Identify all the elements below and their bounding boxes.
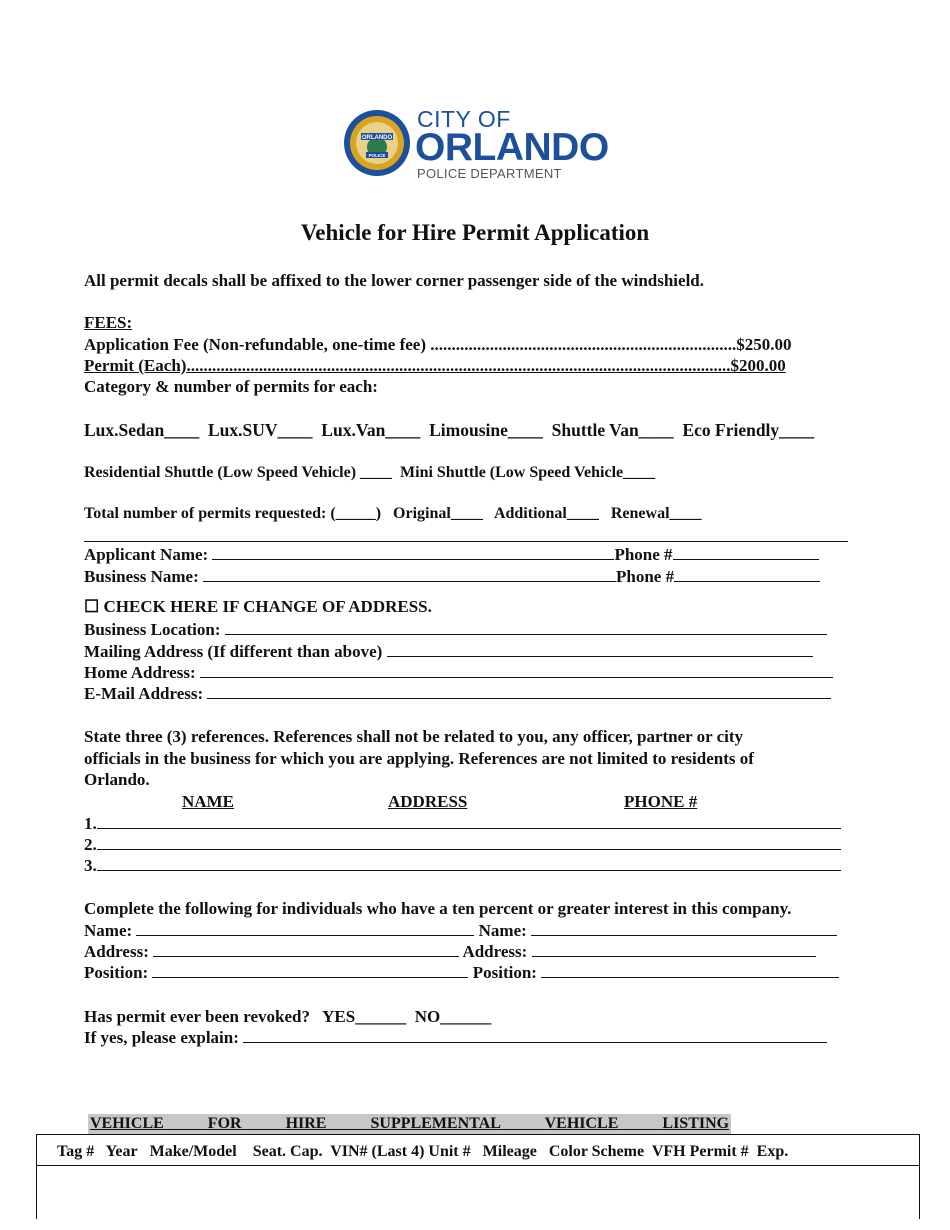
table-header xyxy=(37,1135,919,1166)
reference-row-2 xyxy=(84,834,841,855)
change-address-checkbox[interactable]: ☐ CHECK HERE IF CHANGE OF ADDRESS. xyxy=(84,597,432,616)
logo-line1: CITY OF xyxy=(417,106,511,132)
applicant-name-input[interactable] xyxy=(212,544,614,560)
col-exp: Exp. xyxy=(756,1143,789,1160)
seal-subtext: POLICE xyxy=(368,153,386,158)
banner-word: LISTING xyxy=(662,1115,730,1132)
interest-address-label-2: Address: xyxy=(462,942,528,961)
col-make-model: Make/Model xyxy=(149,1143,237,1160)
interest-name-input-1[interactable] xyxy=(136,920,474,936)
category-row-1 xyxy=(84,420,814,441)
banner-word: VEHICLE xyxy=(90,1115,164,1132)
business-phone-input[interactable] xyxy=(674,566,820,582)
decal-notice: All permit decals shall be affixed to the lower corner passenger side of the windshield. xyxy=(84,271,705,290)
permit-fee-label: Permit (Each) xyxy=(84,356,187,375)
col-seat-cap: Seat. Cap. xyxy=(252,1143,323,1160)
reference-input-3[interactable] xyxy=(97,855,841,871)
reference-row-1 xyxy=(84,813,841,834)
cat-lux-suv[interactable]: Lux.SUV____ xyxy=(208,420,313,440)
reference-input-1[interactable] xyxy=(97,813,841,829)
explain-row xyxy=(84,1027,827,1048)
banner-word: VEHICLE xyxy=(544,1115,619,1132)
explain-input[interactable] xyxy=(243,1027,827,1043)
interest-name-label-2: Name: xyxy=(478,921,527,940)
applicant-name-row xyxy=(84,544,819,565)
listing-banner xyxy=(88,1114,731,1134)
cat-shuttle-van[interactable]: Shuttle Van____ xyxy=(551,420,674,440)
reference-number: 2. xyxy=(84,835,97,854)
interest-address-row xyxy=(84,941,816,962)
reference-row-3 xyxy=(84,855,841,876)
col-vfh-permit: VFH Permit # xyxy=(651,1143,749,1160)
interest-name-input-2[interactable] xyxy=(531,920,837,936)
applicant-name-label: Applicant Name: xyxy=(84,545,209,564)
category-heading: Category & number of permits for each: xyxy=(84,377,378,396)
permit-fee-dots: ................................................................................................................................ xyxy=(186,356,731,375)
col-year: Year xyxy=(105,1143,138,1160)
original-field[interactable]: Original____ xyxy=(393,505,483,522)
interest-position-input-1[interactable] xyxy=(152,962,468,978)
application-fee-amount: $250.00 xyxy=(736,335,792,354)
page-title: Vehicle for Hire Permit Application xyxy=(300,220,650,245)
renewal-field[interactable]: Renewal____ xyxy=(610,505,702,522)
business-name-input[interactable] xyxy=(203,566,616,582)
applicant-phone-label: Phone # xyxy=(614,545,673,564)
revoked-row xyxy=(84,1006,491,1027)
interest-position-row xyxy=(84,962,839,983)
references-text-2: officials in the business for which you are applying. References are not limited to residents of xyxy=(84,749,754,768)
banner-word: FOR xyxy=(207,1115,242,1132)
business-name-label: Business Name: xyxy=(84,567,199,586)
interest-position-label-2: Position: xyxy=(472,963,537,982)
category-row-2 xyxy=(84,462,655,483)
interest-name-row xyxy=(84,920,837,941)
permit-fee-amount: $200.00 xyxy=(730,356,786,375)
col-vin: VIN# (Last 4) xyxy=(330,1143,425,1160)
mailing-address-label: Mailing Address (If different than above) xyxy=(84,642,383,661)
home-address-input[interactable] xyxy=(200,662,833,678)
references-text-1: State three (3) references. References shall not be related to you, any officer, partner or city xyxy=(84,727,744,746)
business-phone-label: Phone # xyxy=(616,567,675,586)
explain-label: If yes, please explain: xyxy=(84,1028,239,1047)
cat-mini-shuttle[interactable]: Mini Shuttle (Low Speed Vehicle____ xyxy=(400,464,656,481)
fees-heading: FEES: xyxy=(84,313,133,332)
email-row xyxy=(84,683,831,704)
business-location-input[interactable] xyxy=(225,619,827,635)
col-tag: Tag # xyxy=(57,1143,95,1160)
references-text-3: Orlando. xyxy=(84,770,150,789)
reference-number: 1. xyxy=(84,814,97,833)
interest-intro: Complete the following for individuals who have a ten percent or greater interest in this company. xyxy=(84,899,792,918)
interest-address-label-1: Address: xyxy=(84,942,149,961)
interest-address-input-2[interactable] xyxy=(532,941,816,957)
application-fee-dots: ........................................................................ xyxy=(430,335,737,354)
permit-fee-line xyxy=(84,355,864,376)
mailing-address-row xyxy=(84,641,813,662)
applicant-phone-input[interactable] xyxy=(673,544,819,560)
reference-input-2[interactable] xyxy=(97,834,841,850)
table-header-cells xyxy=(57,1141,788,1162)
banner-word: SUPPLEMENTAL xyxy=(370,1115,501,1132)
col-name-header: NAME xyxy=(182,792,234,811)
cat-residential-shuttle[interactable]: Residential Shuttle (Low Speed Vehicle) ____ xyxy=(84,464,393,481)
totals-row xyxy=(84,503,702,524)
application-fee-line xyxy=(84,334,792,355)
revoked-no-field[interactable]: NO______ xyxy=(414,1007,492,1026)
mailing-address-input[interactable] xyxy=(387,641,813,657)
col-address-header: ADDRESS xyxy=(388,792,468,811)
additional-field[interactable]: Additional____ xyxy=(493,505,599,522)
email-input[interactable] xyxy=(207,683,831,699)
logo-line2: ORLANDO xyxy=(415,126,609,169)
col-unit: Unit # xyxy=(428,1143,471,1160)
seal-text: ORLANDO xyxy=(361,135,393,141)
interest-position-label-1: Position: xyxy=(84,963,149,982)
banner-word: HIRE xyxy=(285,1115,327,1132)
home-address-row xyxy=(84,662,833,683)
business-location-row xyxy=(84,619,827,640)
interest-address-input-1[interactable] xyxy=(153,941,459,957)
divider xyxy=(84,541,848,542)
business-name-row xyxy=(84,566,820,587)
total-permits-field[interactable]: Total number of permits requested: (_____) xyxy=(84,505,382,522)
logo-line3: POLICE DEPARTMENT xyxy=(417,166,562,181)
vehicle-listing-table xyxy=(36,1134,920,1219)
application-fee-label: Application Fee (Non-refundable, one-time fee) xyxy=(84,335,431,354)
revoked-yes-field[interactable]: YES______ xyxy=(322,1007,407,1026)
reference-number: 3. xyxy=(84,856,97,875)
cat-lux-sedan[interactable]: Lux.Sedan____ xyxy=(84,420,200,440)
interest-position-input-2[interactable] xyxy=(541,962,839,978)
home-address-label: Home Address: xyxy=(84,663,196,682)
business-location-label: Business Location: xyxy=(84,620,221,639)
cat-lux-van[interactable]: Lux.Van____ xyxy=(321,420,421,440)
col-mileage: Mileage xyxy=(482,1143,537,1160)
revoked-question: Has permit ever been revoked? xyxy=(84,1007,310,1026)
cat-limousine[interactable]: Limousine____ xyxy=(429,420,543,440)
police-seal-icon xyxy=(343,109,411,177)
interest-name-label-1: Name: xyxy=(84,921,133,940)
col-phone-header: PHONE # xyxy=(624,792,698,811)
email-label: E-Mail Address: xyxy=(84,684,204,703)
col-color-scheme: Color Scheme xyxy=(548,1143,645,1160)
cat-eco-friendly[interactable]: Eco Friendly____ xyxy=(682,420,815,440)
